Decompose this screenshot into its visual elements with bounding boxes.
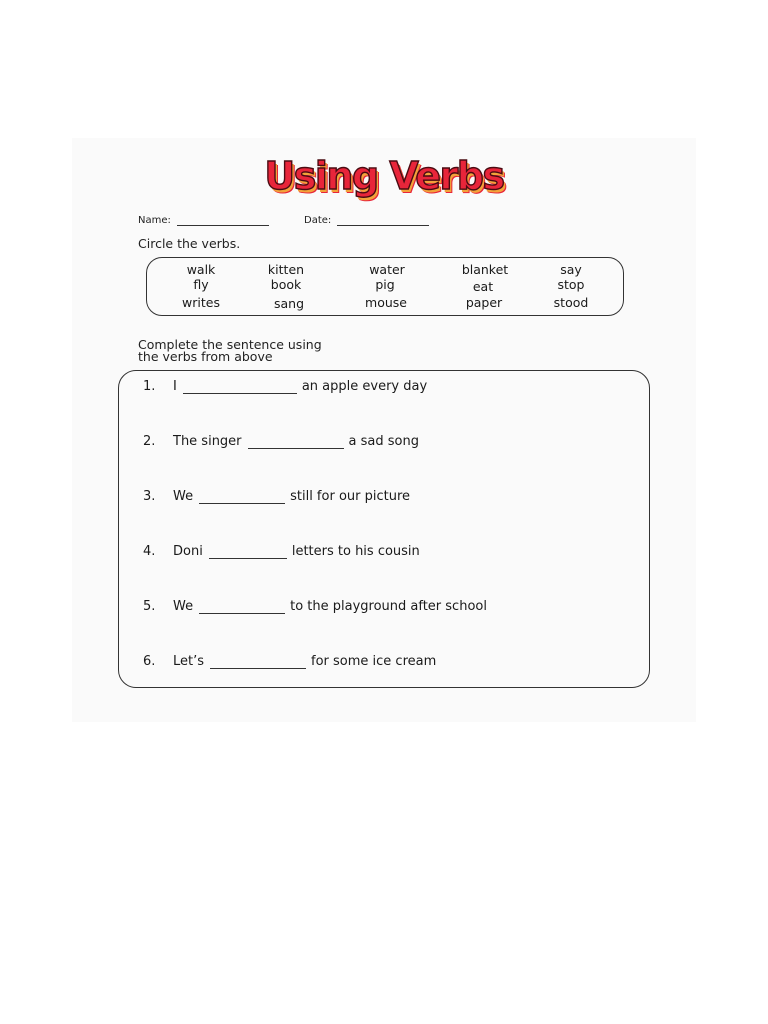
sentence-after: still for our picture [290, 489, 411, 504]
word-water[interactable]: water [369, 262, 405, 277]
word-stood[interactable]: stood [553, 295, 589, 310]
sentence-2 [143, 434, 419, 449]
sentence-box [118, 370, 650, 688]
answer-blank-6[interactable] [210, 656, 306, 669]
name-label: Name: [138, 215, 171, 226]
word-sang[interactable]: sang [273, 296, 305, 311]
word-paper[interactable]: paper [465, 295, 503, 310]
sentence-number: 6. [143, 654, 156, 669]
sentence-number: 1. [143, 379, 156, 394]
sentence-before: I [173, 379, 177, 394]
word-book[interactable]: book [270, 277, 302, 292]
date-field[interactable] [304, 215, 429, 226]
sentence-before: Let’s [173, 654, 205, 669]
complete-instruction [138, 339, 322, 363]
circle-instruction: Circle the verbs. [138, 236, 241, 251]
word-stop[interactable]: stop [557, 277, 585, 292]
answer-blank-5[interactable] [199, 601, 285, 614]
word-pig[interactable]: pig [375, 277, 395, 292]
sentence-4 [143, 544, 420, 559]
word-walk[interactable]: walk [186, 262, 216, 277]
worksheet [72, 138, 696, 722]
sentence-before: Doni [173, 544, 203, 559]
sentence-after: to the playground after school [290, 599, 487, 614]
sentence-6 [143, 654, 436, 669]
answer-blank-3[interactable] [199, 491, 285, 504]
word-say[interactable]: say [560, 262, 582, 277]
date-label: Date: [304, 215, 332, 226]
answer-blank-2[interactable] [248, 436, 344, 449]
name-field[interactable] [138, 215, 269, 226]
worksheet-title: Using Verbs [264, 154, 504, 198]
complete-instruction-line2: the verbs from above [138, 349, 273, 364]
sentence-before: We [173, 599, 194, 614]
sentence-after: for some ice cream [311, 654, 437, 669]
sentence-after: a sad song [348, 434, 419, 449]
sentence-number: 4. [143, 544, 156, 559]
sentence-1 [143, 379, 427, 394]
word-fly[interactable]: fly [193, 277, 209, 292]
sentence-number: 2. [143, 434, 156, 449]
sentence-3 [143, 489, 410, 504]
word-blanket[interactable]: blanket [461, 262, 509, 277]
name-line[interactable] [177, 215, 269, 226]
sentence-after: an apple every day [301, 379, 428, 394]
answer-blank-1[interactable] [183, 381, 297, 394]
date-line[interactable] [337, 215, 429, 226]
word-writes[interactable]: writes [182, 295, 220, 310]
sentence-5 [143, 599, 487, 614]
sentence-before: The singer [173, 434, 242, 449]
word-mouse[interactable]: mouse [365, 295, 407, 310]
word-kitten[interactable]: kitten [267, 262, 305, 277]
complete-instruction-line1: Complete the sentence using [138, 337, 322, 352]
sentence-after: letters to his cousin [291, 544, 420, 559]
answer-blank-4[interactable] [209, 546, 287, 559]
sentence-before: We [173, 489, 194, 504]
sentence-number: 5. [143, 599, 156, 614]
sentence-number: 3. [143, 489, 156, 504]
word-bank [146, 257, 624, 316]
word-eat[interactable]: eat [472, 279, 494, 294]
